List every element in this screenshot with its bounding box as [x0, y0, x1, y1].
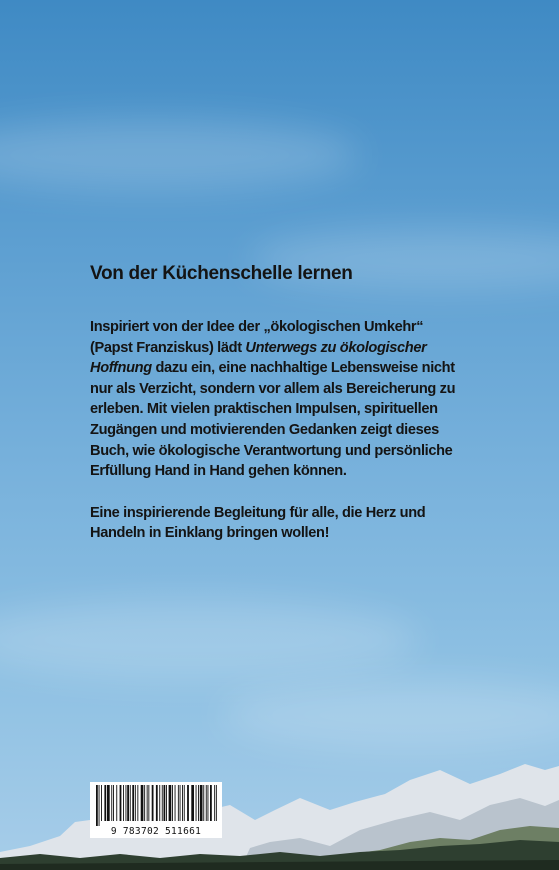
barcode-bar: [203, 785, 204, 821]
barcode-bar: [148, 785, 149, 821]
barcode-bar: [101, 785, 102, 821]
barcode-bar: [184, 785, 185, 821]
blurb-text: Inspiriert von der Idee der „ökologischen Umkehr“ (Papst Franziskus) lädt: [90, 319, 424, 356]
barcode-bar: [123, 785, 124, 821]
barcode-bar: [159, 785, 160, 821]
barcode-bar: [135, 785, 136, 821]
barcode-bar: [169, 785, 172, 821]
barcode-bar: [107, 785, 110, 821]
barcode: [90, 782, 222, 838]
barcode-bar: [152, 785, 154, 821]
barcode-bar: [196, 785, 197, 821]
barcode-bar: [99, 785, 100, 826]
barcode-bar: [96, 785, 98, 826]
barcode-bar: [132, 785, 134, 821]
barcode-bar: [187, 785, 189, 821]
barcode-bar: [147, 785, 148, 821]
barcode-bar: [130, 785, 131, 821]
barcode-bar: [113, 785, 114, 821]
barcode-bar: [178, 785, 179, 821]
blurb: [90, 262, 462, 544]
barcode-bar: [191, 785, 194, 821]
barcode-bar: [172, 785, 173, 821]
book-title: Unterwegs zu ökologischer Hoffnung: [90, 339, 427, 377]
barcode-bar: [164, 785, 166, 821]
barcode-bar: [200, 785, 203, 821]
barcode-bar: [166, 785, 167, 821]
barcode-bar: [208, 785, 209, 821]
barcode-bar: [127, 785, 129, 821]
barcode-bar: [182, 785, 183, 821]
barcode-bar: [104, 785, 106, 821]
barcode-number: 9 783702 511661: [110, 826, 202, 837]
barcode-bar: [206, 785, 207, 821]
barcode-bar: [137, 785, 138, 821]
barcode-bar: [180, 785, 181, 821]
barcode-bar: [126, 785, 127, 821]
blurb-text: dazu ein, eine nachhaltige Lebensweise nicht nur als Verzicht, sondern vor allem als Bereicherung zu erleben. Mit vielen praktischen Impulsen, spirituellen Zugängen und motivierenden Gedanken zeigt dieses Buch, wie ökologische Verantwortung und persönliche Erfüllung Hand in Hand gehen können.: [90, 360, 456, 480]
closing-paragraph: Eine inspirierende Begleitung für alle, die Herz und Handeln in Einklang bringen wollen!: [90, 504, 426, 542]
barcode-bar: [210, 785, 212, 821]
barcode-bar: [214, 785, 215, 821]
barcode-bar: [111, 785, 112, 821]
barcode-bar: [156, 785, 158, 821]
cloud-wisp: [220, 680, 559, 750]
barcode-bar: [162, 785, 163, 821]
barcode-bar: [144, 785, 145, 821]
blurb-paragraph: [90, 317, 462, 482]
mountain-range: [0, 750, 559, 870]
barcode-bar: [216, 785, 217, 821]
barcode-bars: [90, 782, 222, 826]
barcode-bar: [141, 785, 144, 821]
barcode-bar: [120, 785, 122, 821]
cloud-wisp: [0, 600, 420, 680]
cloud-wisp: [0, 120, 360, 190]
cover-heading: Von der Küchenschelle lernen: [90, 263, 353, 284]
barcode-bar: [116, 785, 117, 821]
barcode-bar: [175, 785, 176, 821]
barcode-bar: [198, 785, 199, 821]
